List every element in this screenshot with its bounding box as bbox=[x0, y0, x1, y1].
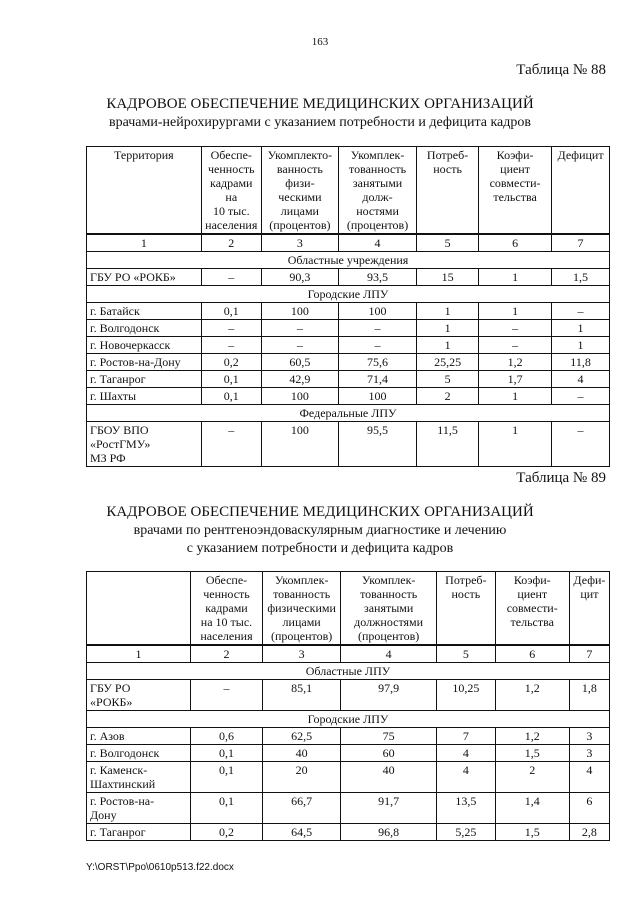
table-cell: 1 bbox=[417, 337, 479, 354]
table-row bbox=[87, 745, 610, 762]
column-number: 2 bbox=[201, 234, 261, 252]
column-number: 1 bbox=[87, 645, 191, 663]
table-cell: 40 bbox=[341, 762, 437, 793]
table-88-label: Таблица № 88 bbox=[516, 62, 606, 78]
table-row bbox=[87, 824, 610, 841]
column-number: 5 bbox=[417, 234, 479, 252]
table-cell: 20 bbox=[263, 762, 341, 793]
section-row bbox=[87, 252, 610, 269]
table-cell: – bbox=[201, 337, 261, 354]
header-row bbox=[87, 572, 610, 646]
table-cell: – bbox=[479, 320, 552, 337]
section-heading: Городские ЛПУ bbox=[87, 711, 610, 728]
section-row bbox=[87, 286, 610, 303]
section-row bbox=[87, 711, 610, 728]
table-cell: – bbox=[338, 320, 416, 337]
table-cell: г. Батайск bbox=[87, 303, 202, 320]
table-cell: ГБУ РО «РОКБ» bbox=[87, 680, 191, 711]
table-cell: 3 bbox=[569, 728, 609, 745]
column-number: 1 bbox=[87, 234, 202, 252]
table-cell: 66,7 bbox=[263, 793, 341, 824]
table-cell: ГБУ РО «РОКБ» bbox=[87, 269, 202, 286]
column-header: Укомплек- тованность физическими лицами (процентов) bbox=[263, 572, 341, 646]
table-cell: 0,1 bbox=[201, 388, 261, 405]
table-row bbox=[87, 371, 610, 388]
table-row bbox=[87, 762, 610, 793]
table-row bbox=[87, 303, 610, 320]
table-cell: 6 bbox=[569, 793, 609, 824]
table-row bbox=[87, 793, 610, 824]
table-cell: 1,5 bbox=[495, 745, 569, 762]
table-cell: г. Шахты bbox=[87, 388, 202, 405]
table-cell: 100 bbox=[338, 303, 416, 320]
table-row bbox=[87, 354, 610, 371]
table-cell: 75,6 bbox=[338, 354, 416, 371]
table-cell: 1,8 bbox=[569, 680, 609, 711]
table-89 bbox=[86, 571, 610, 841]
table-cell: 1 bbox=[552, 320, 610, 337]
table-cell: 93,5 bbox=[338, 269, 416, 286]
table-cell: 0,6 bbox=[190, 728, 262, 745]
file-path-footer: Y:\ORST\Ppo\0610p513.f22.docx bbox=[86, 862, 234, 873]
table-cell: 1 bbox=[479, 269, 552, 286]
table-cell: 1 bbox=[552, 337, 610, 354]
table-cell: 4 bbox=[569, 762, 609, 793]
table-cell: г. Таганрог bbox=[87, 371, 202, 388]
table-cell: 1 bbox=[479, 388, 552, 405]
table-cell: 1 bbox=[417, 303, 479, 320]
table-cell: 75 bbox=[341, 728, 437, 745]
table-cell: – bbox=[552, 303, 610, 320]
table-cell: 2,8 bbox=[569, 824, 609, 841]
table-cell: – bbox=[338, 337, 416, 354]
table-cell: 91,7 bbox=[341, 793, 437, 824]
table-cell: 4 bbox=[437, 745, 496, 762]
table-cell: 5 bbox=[417, 371, 479, 388]
table-cell: 90,3 bbox=[261, 269, 338, 286]
table-cell: – bbox=[190, 680, 262, 711]
column-header: Коэфи- циент совмести- тельства bbox=[479, 147, 552, 235]
table-cell: ГБОУ ВПО «РостГМУ» МЗ РФ bbox=[87, 422, 202, 467]
table-cell: 1,7 bbox=[479, 371, 552, 388]
table-cell: 100 bbox=[338, 388, 416, 405]
column-header: Укомплекто- ванность физи- ческими лицами (процентов) bbox=[261, 147, 338, 235]
table-cell: 0,1 bbox=[190, 745, 262, 762]
table-row bbox=[87, 337, 610, 354]
column-number: 7 bbox=[569, 645, 609, 663]
table-cell: 1,2 bbox=[495, 680, 569, 711]
table-cell: 95,5 bbox=[338, 422, 416, 467]
header-row bbox=[87, 147, 610, 235]
table-cell: 7 bbox=[437, 728, 496, 745]
table-cell: г. Новочеркасск bbox=[87, 337, 202, 354]
column-number-row bbox=[87, 645, 610, 663]
column-number: 7 bbox=[552, 234, 610, 252]
table-88-title: КАДРОВОЕ ОБЕСПЕЧЕНИЕ МЕДИЦИНСКИХ ОРГАНИЗАЦИЙ bbox=[106, 96, 534, 112]
column-number: 4 bbox=[341, 645, 437, 663]
table-row bbox=[87, 728, 610, 745]
table-cell: 40 bbox=[263, 745, 341, 762]
table-cell: 100 bbox=[261, 388, 338, 405]
table-cell: 1,5 bbox=[495, 824, 569, 841]
table-cell: 42,9 bbox=[261, 371, 338, 388]
table-cell: 60 bbox=[341, 745, 437, 762]
table-row bbox=[87, 422, 610, 467]
table-cell: 64,5 bbox=[263, 824, 341, 841]
column-header: Дефи- цит bbox=[569, 572, 609, 646]
table-cell: 1,5 bbox=[552, 269, 610, 286]
column-header: Обеспе- ченность кадрами на 10 тыс. населения bbox=[201, 147, 261, 235]
table-row bbox=[87, 680, 610, 711]
column-header bbox=[87, 572, 191, 646]
section-heading: Городские ЛПУ bbox=[87, 286, 610, 303]
column-header: Обеспе- ченность кадрами на 10 тыс. населения bbox=[190, 572, 262, 646]
table-cell: г. Ростов-на- Дону bbox=[87, 793, 191, 824]
table-cell: г. Волгодонск bbox=[87, 745, 191, 762]
table-cell: 62,5 bbox=[263, 728, 341, 745]
table-cell: – bbox=[201, 320, 261, 337]
table-cell: 0,2 bbox=[201, 354, 261, 371]
table-89-subtitle-2: с указанием потребности и дефицита кадров bbox=[186, 541, 454, 556]
column-number: 5 bbox=[437, 645, 496, 663]
table-cell: 10,25 bbox=[437, 680, 496, 711]
table-cell: 11,5 bbox=[417, 422, 479, 467]
table-row bbox=[87, 388, 610, 405]
column-header: Потреб- ность bbox=[437, 572, 496, 646]
table-89-label: Таблица № 89 bbox=[516, 470, 606, 486]
table-row bbox=[87, 320, 610, 337]
table-cell: – bbox=[201, 422, 261, 467]
table-cell: г. Каменск- Шахтинский bbox=[87, 762, 191, 793]
section-heading: Федеральные ЛПУ bbox=[87, 405, 610, 422]
column-number: 6 bbox=[495, 645, 569, 663]
section-heading: Областные учреждения bbox=[87, 252, 610, 269]
table-cell: 97,9 bbox=[341, 680, 437, 711]
table-cell: 1,4 bbox=[495, 793, 569, 824]
table-cell: – bbox=[261, 337, 338, 354]
table-cell: 1 bbox=[479, 422, 552, 467]
table-cell: – bbox=[479, 337, 552, 354]
table-row bbox=[87, 269, 610, 286]
column-header: Укомплек- тованность занятыми должностями (процентов) bbox=[341, 572, 437, 646]
table-cell: 100 bbox=[261, 303, 338, 320]
table-cell: 1,2 bbox=[495, 728, 569, 745]
column-number: 4 bbox=[338, 234, 416, 252]
table-cell: – bbox=[552, 388, 610, 405]
column-number: 6 bbox=[479, 234, 552, 252]
column-header: Коэфи- циент совмести- тельства bbox=[495, 572, 569, 646]
section-row bbox=[87, 405, 610, 422]
table-cell: 25,25 bbox=[417, 354, 479, 371]
table-cell: 1 bbox=[479, 303, 552, 320]
table-cell: – bbox=[261, 320, 338, 337]
table-cell: 100 bbox=[261, 422, 338, 467]
table-88 bbox=[86, 146, 610, 467]
table-88-subtitle: врачами-нейрохирургами с указанием потребности и дефицита кадров bbox=[108, 115, 531, 130]
column-number: 3 bbox=[263, 645, 341, 663]
table-89-title: КАДРОВОЕ ОБЕСПЕЧЕНИЕ МЕДИЦИНСКИХ ОРГАНИЗАЦИЙ bbox=[106, 504, 534, 520]
column-number: 2 bbox=[190, 645, 262, 663]
table-cell: 1 bbox=[417, 320, 479, 337]
section-heading: Областные ЛПУ bbox=[87, 663, 610, 680]
column-number-row bbox=[87, 234, 610, 252]
column-header: Дефицит bbox=[552, 147, 610, 235]
table-cell: 2 bbox=[417, 388, 479, 405]
column-header: Потреб- ность bbox=[417, 147, 479, 235]
table-cell: 2 bbox=[495, 762, 569, 793]
page-number: 163 bbox=[311, 36, 329, 48]
table-cell: г. Ростов-на-Дону bbox=[87, 354, 202, 371]
table-cell: 0,2 bbox=[190, 824, 262, 841]
table-cell: 4 bbox=[552, 371, 610, 388]
table-cell: 3 bbox=[569, 745, 609, 762]
table-cell: 0,1 bbox=[201, 303, 261, 320]
column-header: Укомплек- тованность занятыми долж- ностями (процентов) bbox=[338, 147, 416, 235]
table-cell: 0,1 bbox=[190, 762, 262, 793]
table-cell: 60,5 bbox=[261, 354, 338, 371]
column-number: 3 bbox=[261, 234, 338, 252]
table-cell: 1,2 bbox=[479, 354, 552, 371]
table-cell: – bbox=[552, 422, 610, 467]
table-cell: 11,8 bbox=[552, 354, 610, 371]
table-cell: г. Таганрог bbox=[87, 824, 191, 841]
table-cell: 0,1 bbox=[190, 793, 262, 824]
table-cell: 71,4 bbox=[338, 371, 416, 388]
column-header: Территория bbox=[87, 147, 202, 235]
table-cell: 0,1 bbox=[201, 371, 261, 388]
table-cell: 15 bbox=[417, 269, 479, 286]
table-cell: 96,8 bbox=[341, 824, 437, 841]
table-cell: – bbox=[201, 269, 261, 286]
table-cell: г. Азов bbox=[87, 728, 191, 745]
table-cell: 13,5 bbox=[437, 793, 496, 824]
table-cell: г. Волгодонск bbox=[87, 320, 202, 337]
section-row bbox=[87, 663, 610, 680]
table-cell: 85,1 bbox=[263, 680, 341, 711]
table-cell: 4 bbox=[437, 762, 496, 793]
table-89-subtitle-1: врачами по рентгеноэндоваскулярным диагностике и лечению bbox=[133, 523, 507, 538]
table-cell: 5,25 bbox=[437, 824, 496, 841]
